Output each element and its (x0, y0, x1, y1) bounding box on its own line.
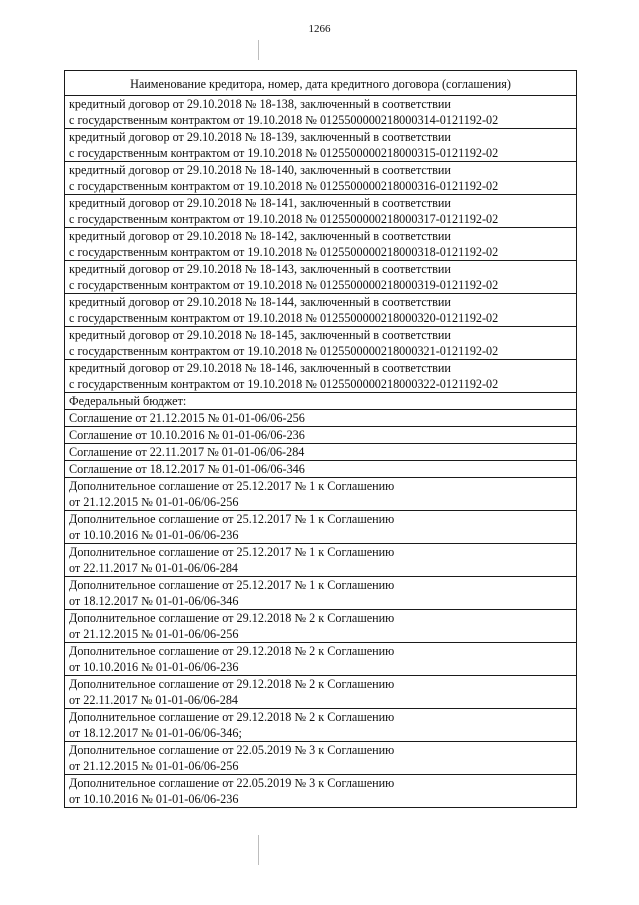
table-body (65, 96, 577, 808)
cell-text-line: Дополнительное соглашение от 25.12.2017 № 1 к Соглашению (69, 578, 395, 592)
table-row (65, 643, 577, 676)
table-cell (65, 261, 577, 294)
cell-text-line: от 22.11.2017 № 01-01-06/06-284 (69, 693, 239, 707)
cell-text-line: кредитный договор от 29.10.2018 № 18-139, заключенный в соответствии (69, 130, 451, 144)
table-cell (65, 410, 577, 427)
table-cell (65, 544, 577, 577)
table-row (65, 427, 577, 444)
table-cell (65, 228, 577, 261)
cell-text-line: Соглашение от 10.10.2016 № 01-01-06/06-236 (69, 428, 305, 442)
cell-text-line: с государственным контрактом от 19.10.2018 № 0125500000218000320-0121192-02 (69, 311, 499, 325)
table-cell (65, 610, 577, 643)
cell-text-line: кредитный договор от 29.10.2018 № 18-145, заключенный в соответствии (69, 328, 451, 342)
cell-text-line: от 21.12.2015 № 01-01-06/06-256 (69, 627, 239, 641)
table-cell (65, 643, 577, 676)
cell-text-line: Дополнительное соглашение от 29.12.2018 № 2 к Соглашению (69, 677, 395, 691)
cell-text-line: от 21.12.2015 № 01-01-06/06-256 (69, 759, 239, 773)
cell-text-line: с государственным контрактом от 19.10.2018 № 0125500000218000319-0121192-02 (69, 278, 499, 292)
scan-fold-line (258, 40, 259, 60)
table-row (65, 461, 577, 478)
cell-text-line: кредитный договор от 29.10.2018 № 18-144, заключенный в соответствии (69, 295, 451, 309)
table-row (65, 577, 577, 610)
cell-text-line: Дополнительное соглашение от 25.12.2017 № 1 к Соглашению (69, 479, 395, 493)
cell-text-line: Соглашение от 21.12.2015 № 01-01-06/06-256 (69, 411, 305, 425)
scan-fold-line (258, 835, 259, 865)
cell-text-line: Дополнительное соглашение от 22.05.2019 № 3 к Соглашению (69, 776, 395, 790)
page-number: 1266 (308, 23, 331, 35)
cell-text-line: кредитный договор от 29.10.2018 № 18-146, заключенный в соответствии (69, 361, 451, 375)
table-cell (65, 360, 577, 393)
table-row (65, 742, 577, 775)
table-cell (65, 461, 577, 478)
table-row (65, 544, 577, 577)
cell-text-line: Федеральный бюджет: (69, 394, 187, 408)
table-row (65, 775, 577, 808)
table-row (65, 444, 577, 461)
table-row (65, 162, 577, 195)
cell-text-line: от 10.10.2016 № 01-01-06/06-236 (69, 792, 239, 806)
cell-text-line: от 10.10.2016 № 01-01-06/06-236 (69, 528, 239, 542)
table-cell (65, 709, 577, 742)
table-cell (65, 294, 577, 327)
table-row (65, 327, 577, 360)
cell-text-line: от 10.10.2016 № 01-01-06/06-236 (69, 660, 239, 674)
cell-text-line: Соглашение от 18.12.2017 № 01-01-06/06-346 (69, 462, 305, 476)
table-row (65, 96, 577, 129)
table-row (65, 129, 577, 162)
table-row (65, 511, 577, 544)
table-cell (65, 195, 577, 228)
table-cell (65, 427, 577, 444)
table-row (65, 610, 577, 643)
cell-text-line: Дополнительное соглашение от 25.12.2017 № 1 к Соглашению (69, 512, 395, 526)
table-cell (65, 393, 577, 410)
cell-text-line: Соглашение от 22.11.2017 № 01-01-06/06-284 (69, 445, 305, 459)
cell-text-line: Дополнительное соглашение от 29.12.2018 № 2 к Соглашению (69, 710, 395, 724)
table-cell (65, 577, 577, 610)
table-cell (65, 129, 577, 162)
cell-text-line: от 18.12.2017 № 01-01-06/06-346; (69, 726, 242, 740)
table-cell (65, 444, 577, 461)
creditor-table (64, 70, 577, 808)
table-row (65, 676, 577, 709)
table-row (65, 478, 577, 511)
cell-text-line: Дополнительное соглашение от 29.12.2018 № 2 к Соглашению (69, 644, 395, 658)
cell-text-line: с государственным контрактом от 19.10.2018 № 0125500000218000321-0121192-02 (69, 344, 499, 358)
table-cell (65, 96, 577, 129)
table-row (65, 261, 577, 294)
cell-text-line: с государственным контрактом от 19.10.2018 № 0125500000218000318-0121192-02 (69, 245, 499, 259)
cell-text-line: кредитный договор от 29.10.2018 № 18-140, заключенный в соответствии (69, 163, 451, 177)
table-cell (65, 775, 577, 808)
table-header: Наименование кредитора, номер, дата кредитного договора (соглашения) (65, 71, 577, 96)
table-row (65, 709, 577, 742)
cell-text-line: кредитный договор от 29.10.2018 № 18-141, заключенный в соответствии (69, 196, 451, 210)
table-cell (65, 511, 577, 544)
cell-text-line: с государственным контрактом от 19.10.2018 № 0125500000218000322-0121192-02 (69, 377, 499, 391)
table-row (65, 393, 577, 410)
table-cell (65, 327, 577, 360)
cell-text-line: Дополнительное соглашение от 25.12.2017 № 1 к Соглашению (69, 545, 395, 559)
table-cell (65, 478, 577, 511)
table-cell (65, 742, 577, 775)
cell-text-line: Дополнительное соглашение от 29.12.2018 № 2 к Соглашению (69, 611, 395, 625)
cell-text-line: кредитный договор от 29.10.2018 № 18-143, заключенный в соответствии (69, 262, 451, 276)
cell-text-line: кредитный договор от 29.10.2018 № 18-142, заключенный в соответствии (69, 229, 451, 243)
table-row (65, 228, 577, 261)
cell-text-line: кредитный договор от 29.10.2018 № 18-138, заключенный в соответствии (69, 97, 451, 111)
table-header-row (65, 71, 577, 96)
table-row (65, 410, 577, 427)
cell-text-line: от 18.12.2017 № 01-01-06/06-346 (69, 594, 239, 608)
table-row (65, 294, 577, 327)
cell-text-line: с государственным контрактом от 19.10.2018 № 0125500000218000317-0121192-02 (69, 212, 499, 226)
table-cell (65, 676, 577, 709)
cell-text-line: от 22.11.2017 № 01-01-06/06-284 (69, 561, 239, 575)
table-row (65, 360, 577, 393)
table-row (65, 195, 577, 228)
table-cell (65, 162, 577, 195)
cell-text-line: с государственным контрактом от 19.10.2018 № 0125500000218000316-0121192-02 (69, 179, 499, 193)
cell-text-line: от 21.12.2015 № 01-01-06/06-256 (69, 495, 239, 509)
cell-text-line: Дополнительное соглашение от 22.05.2019 № 3 к Соглашению (69, 743, 395, 757)
cell-text-line: с государственным контрактом от 19.10.2018 № 0125500000218000314-0121192-02 (69, 113, 499, 127)
cell-text-line: с государственным контрактом от 19.10.2018 № 0125500000218000315-0121192-02 (69, 146, 499, 160)
